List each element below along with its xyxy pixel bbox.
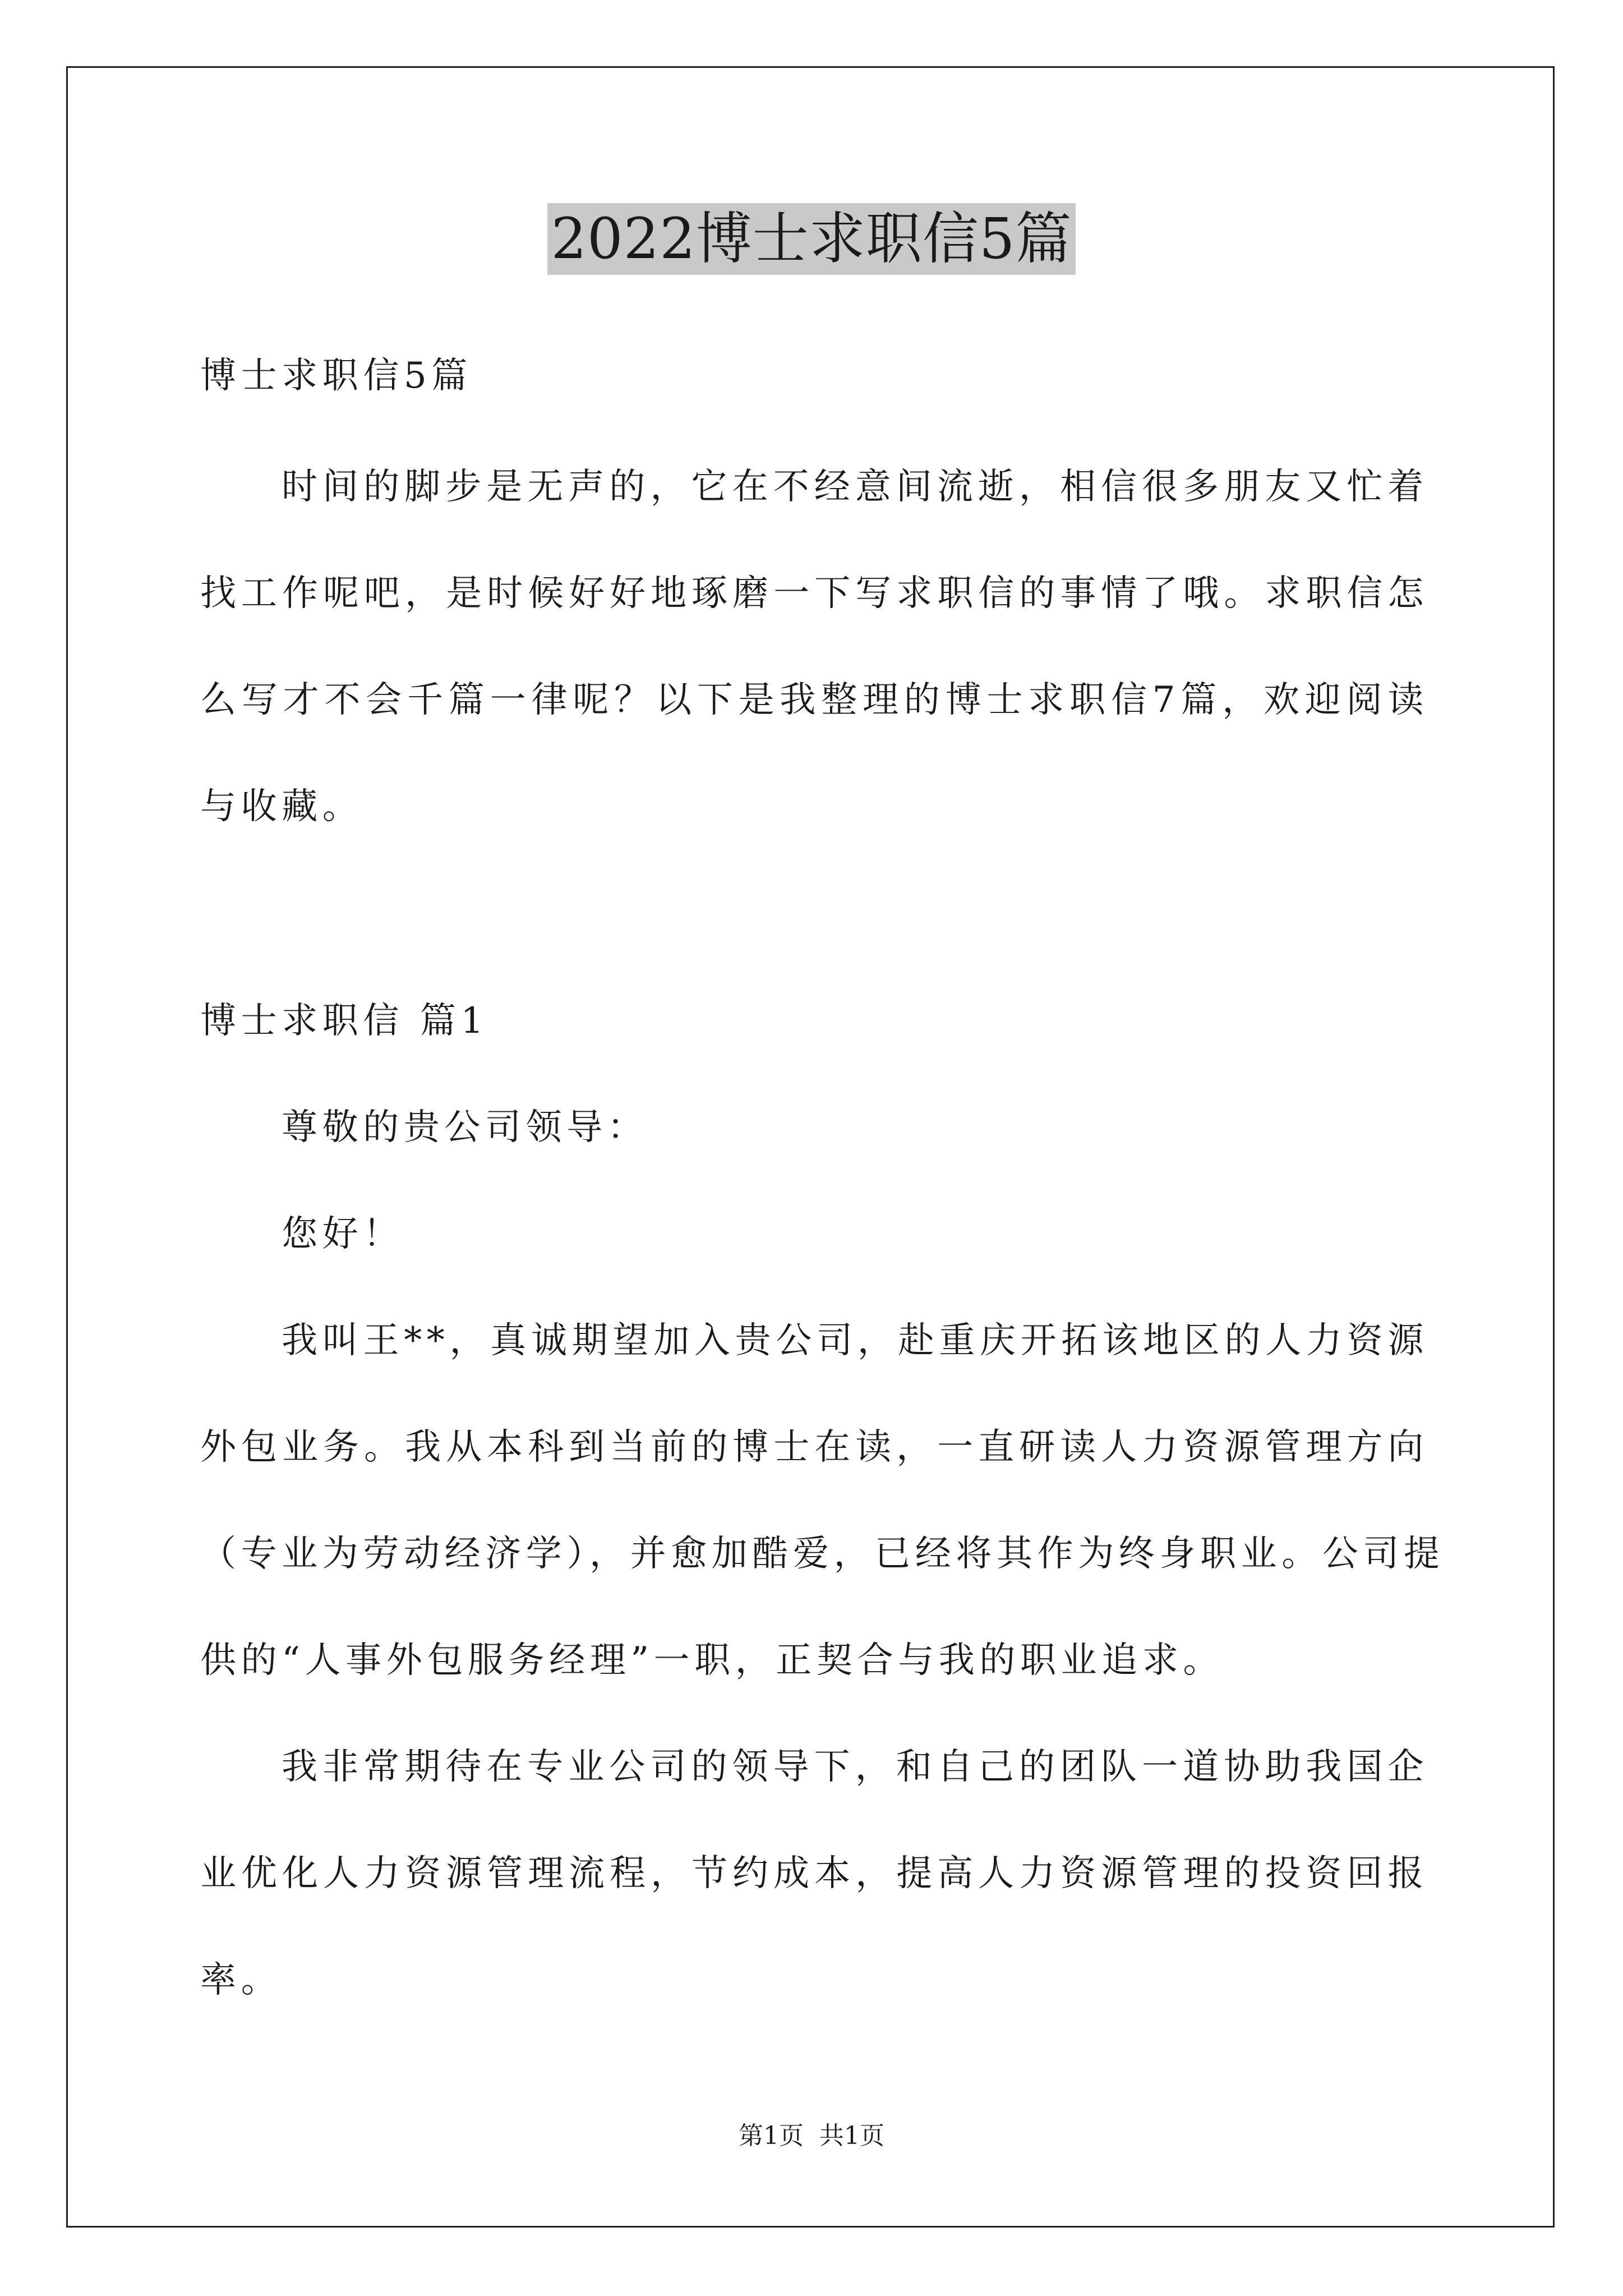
para1-line-1: 我叫王**，真诚期望加入贵公司，赴重庆开拓该地区的人力资源 (282, 1320, 1428, 1361)
intro-line-2: 找工作呢吧，是时候好好地琢磨一下写求职信的事情了哦。求职信怎 (200, 573, 1428, 614)
document-title: 2022博士求职信5篇 (547, 203, 1075, 275)
page-total: 共1页 (819, 2122, 884, 2150)
title-wrap (0, 203, 1623, 275)
intro-line-4: 与收藏。 (200, 786, 363, 827)
greeting: 您好！ (282, 1213, 404, 1255)
para1-line-2: 外包业务。我从本科到当前的博士在读，一直研读人力资源管理方向 (200, 1427, 1428, 1468)
para2-line-1: 我非常期待在专业公司的领导下，和自己的团队一道协助我国企 (282, 1746, 1428, 1788)
para1-line-3: （专业为劳动经济学），并愈加酷爱，已经将其作为终身职业。公司提 (200, 1533, 1445, 1575)
intro-line-1: 时间的脚步是无声的，它在不经意间流逝，相信很多朋友又忙着 (282, 466, 1428, 508)
page-footer (0, 2120, 1623, 2152)
page-number: 第1页 (739, 2122, 804, 2150)
salutation: 尊敬的贵公司领导： (282, 1107, 648, 1148)
para2-line-2: 业优化人力资源管理流程，节约成本，提高人力资源管理的投资回报 (200, 1853, 1428, 1894)
para2-line-3: 率。 (200, 1959, 282, 2001)
para1-line-4: 供的“人事外包服务经理”一职，正契合与我的职业追求。 (200, 1640, 1224, 1681)
section-heading: 博士求职信 篇1 (200, 1000, 488, 1042)
subtitle: 博士求职信5篇 (200, 355, 472, 397)
intro-line-3: 么写才不会千篇一律呢？以下是我整理的博士求职信7篇，欢迎阅读 (200, 679, 1428, 721)
